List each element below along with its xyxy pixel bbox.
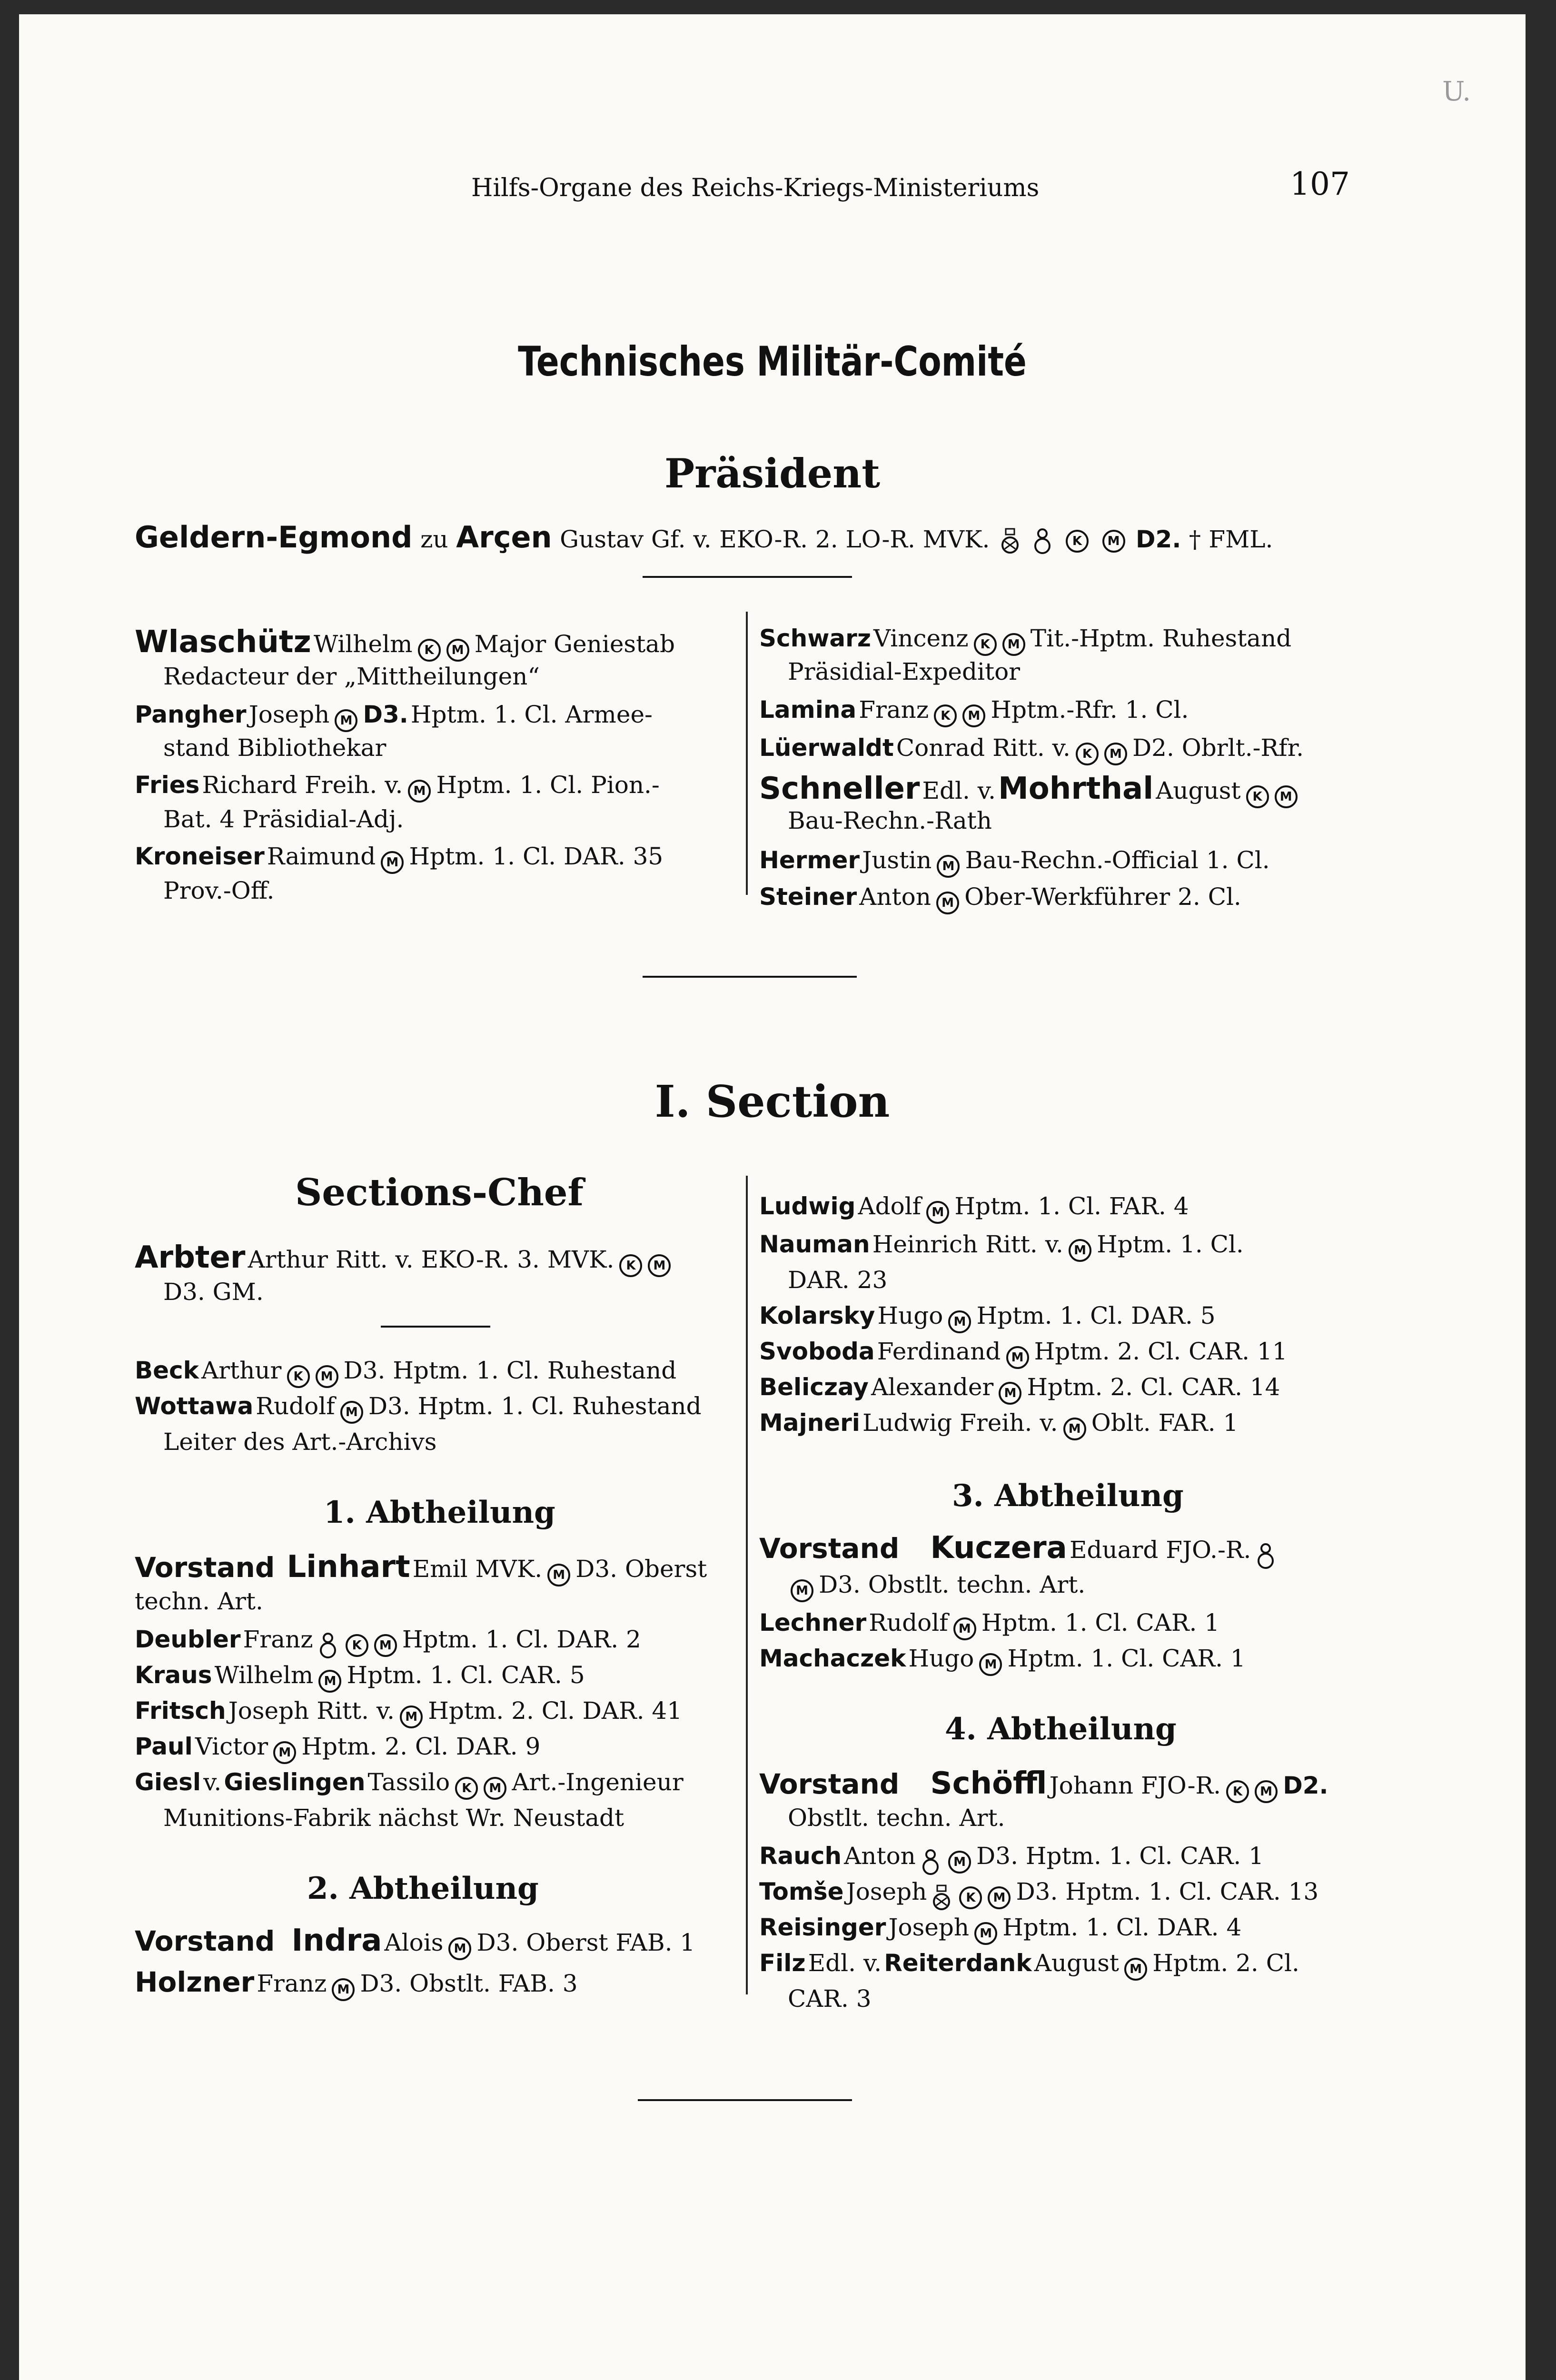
person-name: Lamina (759, 696, 857, 724)
person-name: Svoboda (759, 1338, 875, 1365)
entry-text: Ludwig Freih. v. (862, 1409, 1058, 1437)
m-mark-icon: M (988, 1886, 1011, 1909)
k-mark-icon: K (974, 633, 997, 656)
entry-text: Johann FJO-R. (1049, 1772, 1221, 1799)
person-name: Schöffl (930, 1766, 1047, 1801)
m-mark-icon: M (926, 1201, 949, 1224)
staff-entry (759, 1192, 1189, 1224)
person-name: Lüerwaldt (759, 734, 894, 762)
m-mark-icon: M (979, 1653, 1002, 1676)
k-mark-icon: K (418, 639, 441, 662)
staff-entry (135, 1697, 682, 1728)
person-name: Ludwig (759, 1192, 856, 1220)
given-name: Gustav Gf. v. (560, 526, 712, 553)
entry-text: Hptm. 2. Cl. (1152, 1949, 1299, 1977)
staff-entry (759, 1842, 1264, 1875)
entry-text: Anton (844, 1842, 916, 1870)
person-name: Wottawa (135, 1392, 254, 1420)
staff-entry (759, 696, 1189, 727)
divider (381, 1326, 490, 1328)
entry-line2: Bau-Rechn.-Rath (788, 807, 992, 834)
k-mark-icon: K (959, 1886, 982, 1909)
entry-text: Anton (859, 883, 931, 911)
staff-entry (135, 701, 653, 732)
entry-text: Franz (243, 1626, 313, 1653)
document-title: Technisches Militär-Comité (518, 338, 1027, 386)
entry-text: D3. Oberst (575, 1555, 707, 1583)
m-mark-icon: M (974, 1922, 997, 1945)
staff-entry (759, 1409, 1238, 1440)
person-name: Schwarz (759, 625, 871, 652)
staff-entry (759, 1878, 1318, 1911)
d-class: D2. (1136, 526, 1181, 553)
entry-text: Alois (384, 1929, 444, 1956)
decorations: EKO-R. 2. LO-R. MVK. (719, 526, 990, 553)
m-mark-icon: M (791, 1579, 813, 1602)
entry-text: Justin (862, 846, 932, 874)
vorstand-label: Vorstand (135, 1551, 275, 1584)
entry-text: Hptm. 2. Cl. DAR. 9 (301, 1733, 541, 1760)
m-mark-icon: M (408, 780, 431, 803)
m-mark-icon: M (1063, 1418, 1086, 1440)
m-mark-icon: M (1275, 785, 1298, 808)
d-class: D3. (363, 701, 408, 728)
person-name: Schneller (759, 771, 920, 806)
entry-text: Franz (859, 696, 929, 724)
m-mark-icon: M (316, 1365, 338, 1388)
cross-decoration-icon (1256, 1543, 1275, 1569)
entry-text: Rudolf (869, 1609, 948, 1636)
running-title: Hilfs-Organe des Reichs-Kriegs-Ministeriums (471, 174, 1040, 202)
entry-text: August (1034, 1949, 1120, 1977)
person-name: Arbter (135, 1240, 246, 1275)
entry-text: Victor (195, 1733, 268, 1760)
person-name: Fritsch (135, 1697, 226, 1725)
person-name: Paul (135, 1733, 193, 1760)
entry-text: Hptm. 1. Cl. CAR. 1 (981, 1609, 1220, 1636)
staff-entry (135, 1626, 641, 1659)
rank: FML. (1209, 526, 1273, 553)
staff-entry (759, 883, 1241, 914)
entry-line2: DAR. 23 (788, 1266, 888, 1294)
k-mark-icon: K (1066, 530, 1089, 553)
entry-text: Vincenz (873, 625, 969, 652)
m-mark-icon: M (936, 892, 959, 914)
section-title: I. Section (654, 1076, 890, 1127)
person-name-part: Arçen (456, 520, 552, 555)
entry-text: Eduard FJO.-R. (1069, 1536, 1251, 1564)
m-mark-icon: M (1124, 1958, 1147, 1981)
entry-text: Adolf (858, 1192, 922, 1220)
entry-text: Hptm. 1. Cl. (1097, 1230, 1244, 1258)
entry-text: Hptm. 1. Cl. Armee- (410, 701, 653, 728)
m-mark-icon: M (1002, 633, 1025, 656)
entry-text: D3. Obstlt. FAB. 3 (360, 1970, 578, 1997)
entry-text: Arthur (201, 1357, 282, 1384)
entry-text: Hptm. 1. Cl. Pion.- (436, 771, 660, 799)
death-cross: † (1189, 526, 1201, 553)
person-name: Beliczay (759, 1373, 869, 1401)
divider (643, 576, 852, 578)
entry-text: v. (203, 1768, 222, 1796)
vorstand-label: Vorstand (759, 1532, 900, 1565)
staff-entry (759, 1302, 1216, 1333)
entry-text: Joseph (888, 1914, 970, 1941)
person-name: Nauman (759, 1230, 870, 1258)
person-name: Lechner (759, 1609, 867, 1636)
entry-text: Ober-Werkführer 2. Cl. (964, 883, 1241, 911)
person-name: Machaczek (759, 1645, 906, 1672)
entry-text: Wilhelm (313, 630, 413, 658)
vorstand-entry (135, 1549, 707, 1587)
entry-text: Joseph Ritt. v. (228, 1697, 395, 1725)
document-page (19, 14, 1526, 2380)
person-name: Kroneiser (135, 843, 265, 870)
entry-text: Joseph (248, 701, 330, 728)
entry-text: Wilhelm (214, 1661, 314, 1689)
staff-entry (759, 1645, 1246, 1676)
m-mark-icon: M (446, 639, 469, 662)
staff-entry (759, 846, 1270, 878)
staff-entry (135, 1392, 702, 1424)
entry-text: Ferdinand (877, 1338, 1001, 1365)
entry-text: Hptm. 2. Cl. CAR. 11 (1034, 1338, 1288, 1365)
entry-text: Hptm. 1. Cl. DAR. 4 (1002, 1914, 1242, 1941)
m-mark-icon: M (273, 1741, 296, 1764)
name-particle: zu (420, 526, 448, 553)
m-mark-icon: M (962, 704, 985, 727)
person-name: Hermer (759, 846, 860, 874)
staff-entry (135, 1733, 540, 1764)
person-name: Beck (135, 1357, 199, 1384)
vorstand-label: Vorstand (135, 1925, 275, 1957)
staff-entry (135, 1768, 684, 1800)
staff-entry (759, 771, 1300, 808)
staff-entry (135, 1966, 578, 2001)
k-mark-icon: K (287, 1365, 310, 1388)
cross-decoration-icon (921, 1849, 940, 1875)
person-name: Geldern-Egmond (135, 520, 413, 555)
person-name: Linhart (287, 1549, 410, 1585)
entry-text: Edl. v. (922, 777, 996, 804)
person-name: Rauch (759, 1842, 842, 1870)
vorstand-entry (759, 1530, 1278, 1569)
person-name: Wlaschütz (135, 625, 311, 660)
entry-text: Hptm. 1. Cl. DAR. 35 (409, 843, 664, 870)
abt1-heading: 1. Abtheilung (324, 1495, 555, 1530)
entry-text: Hptm. 1. Cl. DAR. 2 (402, 1626, 641, 1653)
divider (643, 976, 857, 978)
praesident-heading: Präsident (664, 450, 881, 497)
page-number: 107 (1290, 166, 1350, 202)
staff-entry (759, 1914, 1241, 1945)
m-mark-icon: M (1069, 1239, 1091, 1262)
column-divider (746, 1176, 748, 1994)
m-mark-icon: M (547, 1564, 570, 1587)
person-name-part: Reiterdank (884, 1949, 1032, 1977)
person-name: Holzner (135, 1966, 255, 1998)
order-badge-icon (1001, 528, 1020, 555)
k-mark-icon: K (1076, 743, 1099, 765)
cross-decoration-icon (1033, 528, 1052, 555)
entry-text: Hptm. 1. Cl. FAR. 4 (954, 1192, 1189, 1220)
entry-text: Major Geniestab (474, 630, 675, 658)
entry-line2: Redacteur der „Mittheilungen“ (163, 663, 540, 690)
staff-entry (135, 771, 660, 803)
staff-entry (759, 1373, 1280, 1405)
abt2-heading: 2. Abtheilung (307, 1871, 539, 1906)
entry-text: Hugo (877, 1302, 943, 1329)
entry-text: Emil MVK. (412, 1555, 543, 1583)
entry-line2: CAR. 3 (788, 1985, 872, 2013)
staff-entry (759, 734, 1304, 765)
entry-text: Tit.-Hptm. Ruhestand (1030, 625, 1292, 652)
entry-line2: D3. GM. (163, 1278, 264, 1306)
entry-text: D3. Hptm. 1. Cl. Ruhestand (368, 1392, 702, 1420)
staff-entry (135, 1661, 585, 1693)
entry-line2: Bat. 4 Präsidial-Adj. (163, 805, 404, 833)
person-name: Tomše (759, 1878, 844, 1905)
entry-line2: Munitions-Fabrik nächst Wr. Neustadt (163, 1804, 624, 1832)
entry-text: D3. Hptm. 1. Cl. CAR. 1 (976, 1842, 1264, 1870)
entry-text: Raimund (267, 843, 376, 870)
entry-line2: Prov.-Off. (163, 877, 275, 904)
staff-entry (759, 1949, 1299, 1981)
entry-line2: Obstlt. techn. Art. (788, 1804, 1005, 1832)
person-name: Pangher (135, 701, 247, 728)
entry-text: Joseph (846, 1878, 927, 1905)
m-mark-icon: M (1255, 1780, 1278, 1803)
person-name: Indra (291, 1923, 382, 1958)
entry-text: Conrad Ritt. v. (896, 734, 1070, 762)
entry-text: Hptm. 2. Cl. CAR. 14 (1027, 1373, 1280, 1401)
entry-text: D3. Obstlt. techn. Art. (819, 1571, 1086, 1598)
person-name: Giesl (135, 1768, 201, 1796)
m-mark-icon: M (1006, 1346, 1029, 1369)
m-mark-icon: M (381, 851, 404, 874)
entry-text: D3. Hptm. 1. Cl. CAR. 13 (1016, 1878, 1319, 1905)
entry-line2: Präsidial-Expeditor (788, 658, 1021, 685)
m-mark-icon: M (400, 1706, 423, 1728)
entry-text: Rudolf (256, 1392, 335, 1420)
entry-text: Arthur Ritt. v. EKO-R. 3. MVK. (248, 1246, 614, 1273)
staff-entry (759, 1609, 1219, 1640)
person-name: Kuczera (930, 1530, 1067, 1566)
vorstand-line2 (788, 1571, 1085, 1602)
m-mark-icon: M (648, 1254, 671, 1277)
person-name-part: Mohrthal (998, 771, 1154, 806)
entry-text: Art.-Ingenieur (512, 1768, 684, 1796)
entry-line2: techn. Art. (135, 1587, 263, 1615)
divider (638, 2099, 852, 2101)
vorstand-entry (759, 1766, 1328, 1803)
m-mark-icon: M (937, 855, 960, 878)
k-mark-icon: K (1226, 1780, 1249, 1803)
corner-mark: U. (1442, 76, 1471, 107)
chef-entry (135, 1240, 674, 1277)
m-mark-icon: M (953, 1617, 976, 1640)
abt3-heading: 3. Abtheilung (952, 1478, 1184, 1514)
staff-entry (135, 625, 675, 662)
person-name-part: Gieslingen (224, 1768, 366, 1796)
k-mark-icon: K (455, 1777, 478, 1800)
entry-text: Tassilo (367, 1768, 450, 1796)
m-mark-icon: M (948, 1310, 971, 1333)
entry-text: Hptm. 1. Cl. CAR. 5 (347, 1661, 585, 1689)
entry-text: Alexander (871, 1373, 994, 1401)
staff-entry (135, 1357, 676, 1388)
entry-text: Oblt. FAR. 1 (1091, 1409, 1239, 1437)
m-mark-icon: M (948, 1851, 971, 1874)
person-name: Kraus (135, 1661, 212, 1689)
sections-chef-heading: Sections-Chef (295, 1171, 584, 1214)
cross-decoration-icon (318, 1632, 337, 1659)
entry-text: D3. Hptm. 1. Cl. Ruhestand (343, 1357, 677, 1384)
m-mark-icon: M (374, 1634, 397, 1657)
entry-line2: Leiter des Art.-Archivs (163, 1428, 437, 1456)
entry-text: August (1156, 777, 1241, 804)
k-mark-icon: K (619, 1254, 642, 1277)
entry-text: Hptm. 1. Cl. DAR. 5 (976, 1302, 1216, 1329)
entry-text: Hptm. 2. Cl. DAR. 41 (428, 1697, 683, 1725)
entry-text: Franz (257, 1970, 327, 1997)
m-mark-icon: M (448, 1937, 471, 1960)
entry-text: Heinrich Ritt. v. (872, 1230, 1063, 1258)
column-divider (746, 612, 748, 895)
m-mark-icon: M (335, 709, 357, 732)
entry-text: Bau-Rechn.-Official 1. Cl. (965, 846, 1270, 874)
order-badge-icon (932, 1884, 951, 1911)
entry-text: Hptm.-Rfr. 1. Cl. (991, 696, 1189, 724)
k-mark-icon: K (346, 1634, 368, 1657)
m-mark-icon: M (999, 1382, 1021, 1405)
m-mark-icon: M (1104, 743, 1127, 765)
entry-text: Edl. v. (808, 1949, 882, 1977)
praesident-entry (135, 520, 1273, 555)
person-name: Kolarsky (759, 1302, 875, 1329)
m-mark-icon: M (484, 1777, 506, 1800)
staff-entry (135, 843, 663, 874)
m-mark-icon: M (332, 1978, 355, 2001)
person-name: Deubler (135, 1626, 241, 1653)
d-class: D2. (1283, 1772, 1328, 1799)
m-mark-icon: M (340, 1401, 363, 1424)
staff-entry (759, 1230, 1244, 1262)
k-mark-icon: K (934, 704, 957, 727)
entry-line2: stand Bibliothekar (163, 734, 387, 762)
entry-text: Hptm. 1. Cl. CAR. 1 (1007, 1645, 1246, 1672)
person-name: Reisinger (759, 1914, 886, 1941)
person-name: Fries (135, 771, 200, 799)
abt4-heading: 4. Abtheilung (945, 1711, 1177, 1747)
staff-entry (759, 625, 1291, 656)
entry-text: Richard Freih. v. (202, 771, 403, 799)
vorstand-label: Vorstand (759, 1768, 900, 1800)
m-mark-icon: M (318, 1670, 341, 1693)
staff-entry (759, 1338, 1288, 1369)
person-name: Steiner (759, 883, 857, 911)
entry-text: D3. Oberst FAB. 1 (476, 1929, 695, 1956)
m-mark-icon: M (1102, 530, 1125, 553)
entry-text: D2. Obrlt.-Rfr. (1132, 734, 1304, 762)
person-name: Majneri (759, 1409, 860, 1437)
vorstand-entry (135, 1923, 695, 1960)
person-name: Filz (759, 1949, 806, 1977)
entry-text: Hugo (908, 1645, 974, 1672)
k-mark-icon: K (1246, 785, 1269, 808)
